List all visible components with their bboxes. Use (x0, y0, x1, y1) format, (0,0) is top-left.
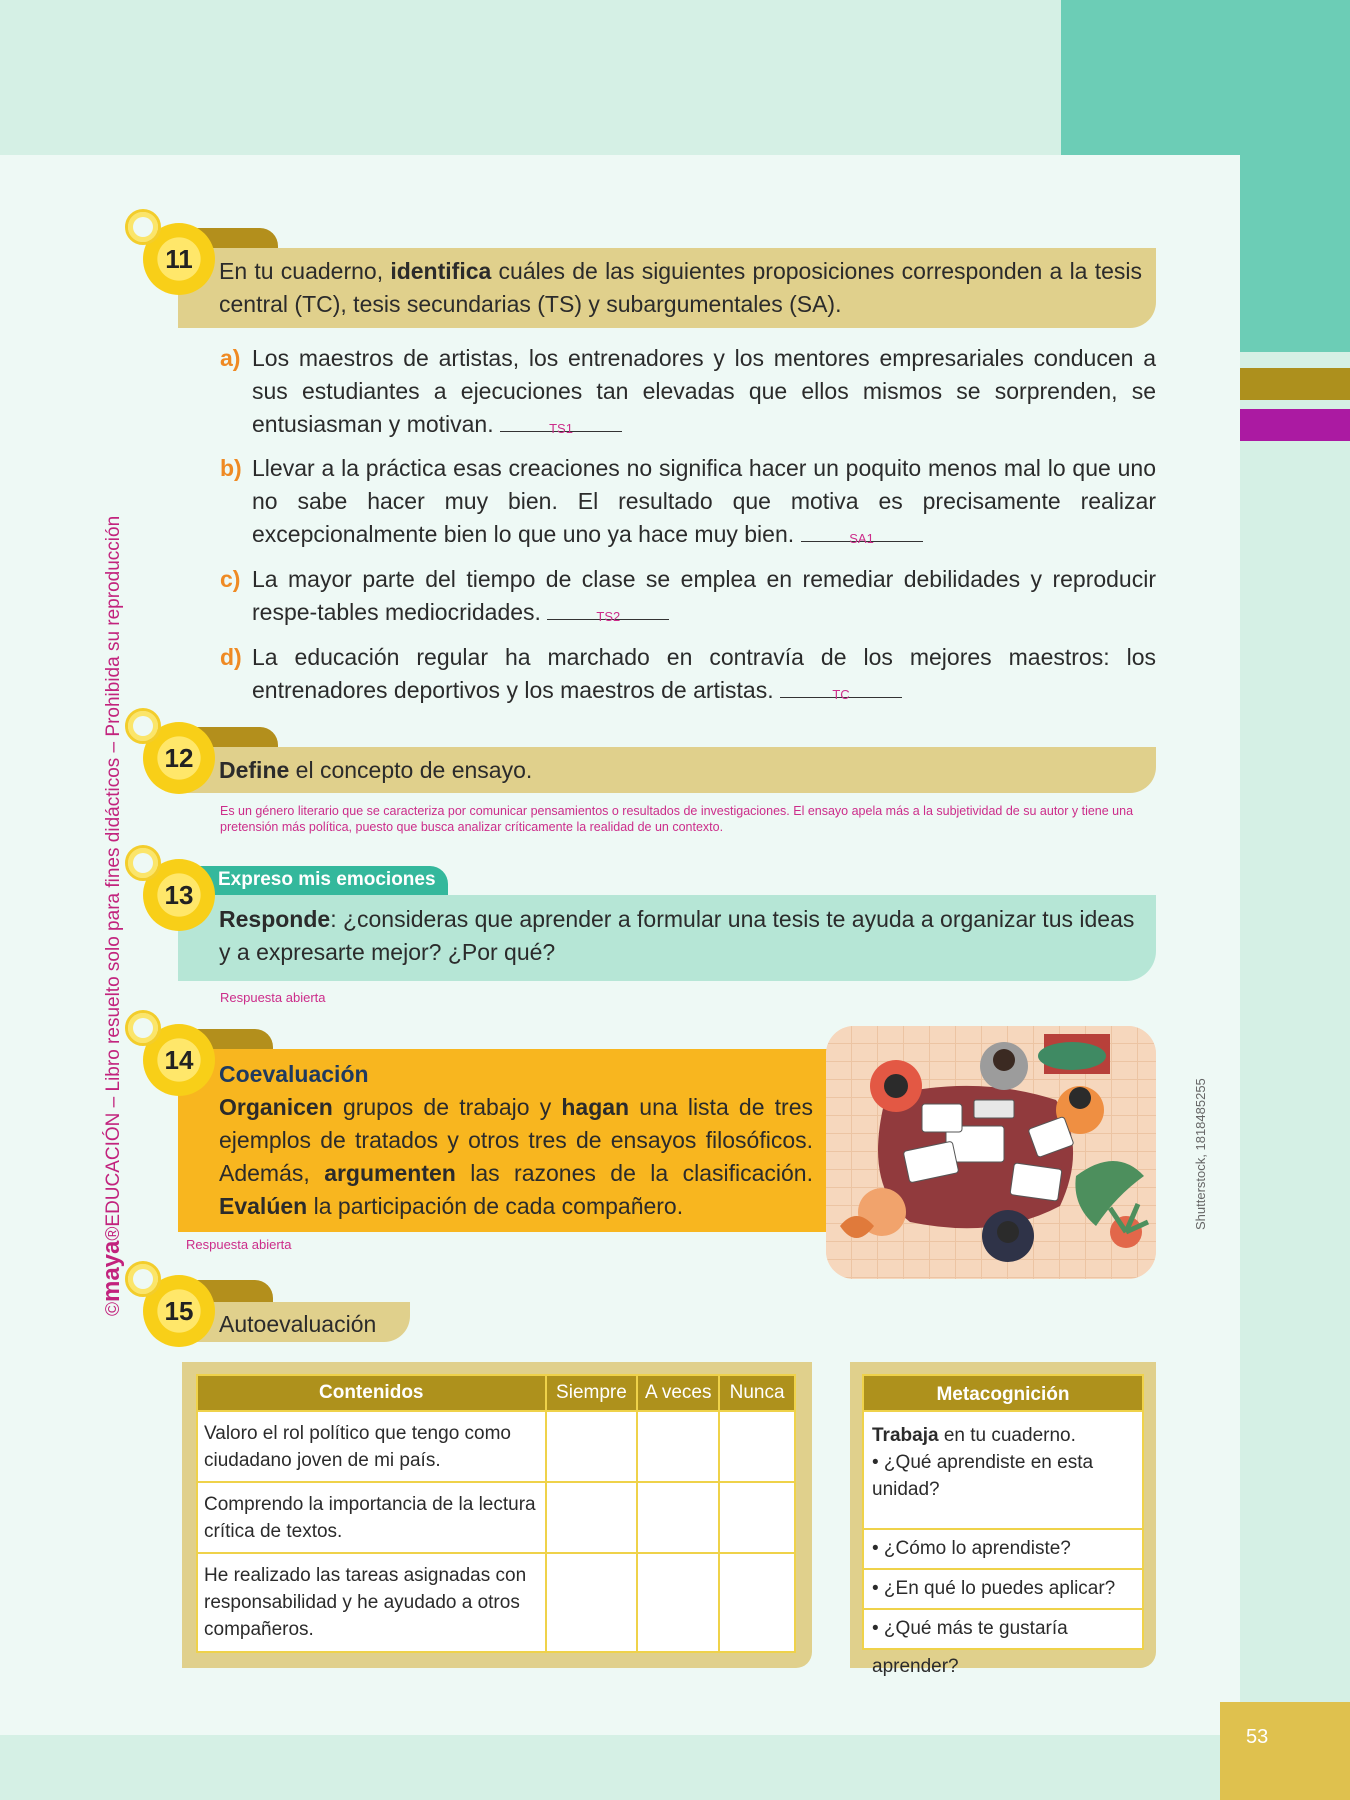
checkbox-cell-siempre[interactable] (546, 1553, 638, 1652)
metacognition-question: • ¿Qué aprendiste en esta unidad? (872, 1452, 1094, 1500)
q13-prompt: Responde: ¿consideras que aprender a formular una tesis te ayuda a organizar tus ideas y a expresarte mejor? ¿Por qué? (178, 895, 1156, 981)
metacognition-question: • ¿En qué lo puedes aplicar? (862, 1570, 1144, 1610)
magenta-tab-marker (1240, 409, 1350, 441)
checkbox-cell-nunca[interactable] (719, 1411, 795, 1482)
badge-swirl-icon (125, 708, 161, 744)
badge-swirl-icon (125, 1010, 161, 1046)
group-work-illustration (826, 1026, 1156, 1279)
checkbox-cell-a-veces[interactable] (637, 1553, 719, 1652)
image-credit: Shutterstock, 1818485255 (1193, 1078, 1208, 1230)
table-row (197, 1553, 795, 1652)
table-row (197, 1411, 795, 1482)
header-a-veces: A veces (637, 1375, 719, 1411)
q11-item-d: d) La educación regular ha marchado en contravía de los mejores maestros: los entrenadores deportivos y los maestros de artistas. TC (220, 644, 1156, 703)
q14-answer: Respuesta abierta (186, 1237, 292, 1252)
badge-swirl-icon (125, 845, 161, 881)
q11-item-c: c) La mayor parte del tiempo de clase se emplea en remediar debilidades y reproducir respe-tables mediocridades. TS2 (220, 566, 1156, 625)
q15-number-badge: 15 (143, 1275, 215, 1347)
answer-blank[interactable]: TS2 (547, 598, 669, 620)
checkbox-cell-siempre[interactable] (546, 1411, 638, 1482)
page-number: 53 (1220, 1702, 1350, 1800)
metacognition-panel (850, 1362, 1156, 1677)
q14-number-badge: 14 (143, 1024, 215, 1096)
table-cell-content: Comprendo la importancia de la lectura crítica de textos. (197, 1482, 546, 1553)
answer-blank[interactable]: SA1 (801, 520, 923, 542)
q12-number-badge: 12 (143, 722, 215, 794)
bottom-band (0, 1735, 1350, 1800)
header-nunca: Nunca (719, 1375, 795, 1411)
badge-swirl-icon (125, 209, 161, 245)
table-cell-content: Valoro el rol político que tengo como ciudadano joven de mi país. (197, 1411, 546, 1482)
checkbox-cell-a-veces[interactable] (637, 1411, 719, 1482)
q13-tab-label: Expreso mis emociones (190, 866, 448, 896)
self-evaluation-table (196, 1374, 796, 1653)
q14-text: Coevaluación Organicen grupos de trabajo y hagan una lista de tres ejemplos de tratados y otros tres de ensayos filosóficos. Además, argumenten las razones de la clasificación. Evalúen la participación de cada compañero. (219, 1058, 813, 1223)
q11-item-b: b) Llevar a la práctica esas creaciones no significa hacer un poquito menos mal lo que uno no sabe hacer muy bien. El resultado que motiva es precisamente realizar excepcionalmente bien lo que uno ya hace muy bien. SA1 (220, 455, 1156, 547)
q14-box (178, 1049, 838, 1232)
q11-item-a: a) Los maestros de artistas, los entrenadores y los mentores empresariales conducen a sus estudiantes a ejecuciones tan elevadas que ellos mismos se sorprenden, se entusiasman y motivan. TS1 (220, 345, 1156, 437)
olive-tab-marker (1240, 368, 1350, 400)
metacognition-instruction: Trabaja en tu cuaderno. (872, 1425, 1076, 1446)
metacognition-header: Metacognición (862, 1374, 1144, 1412)
answer-blank[interactable]: TC (780, 676, 902, 698)
checkbox-cell-nunca[interactable] (719, 1482, 795, 1553)
metacognition-question: • ¿Qué más te gustaría aprender? (862, 1610, 1144, 1650)
q13-answer: Respuesta abierta (220, 990, 326, 1005)
checkbox-cell-nunca[interactable] (719, 1553, 795, 1652)
metacognition-question: • ¿Cómo lo aprendiste? (862, 1530, 1144, 1570)
header-contenidos: Contenidos (197, 1375, 546, 1411)
q14-title: Coevaluación (219, 1061, 369, 1087)
brand-logo-text: maya (98, 1240, 125, 1302)
side-copyright-notice: ©maya®EDUCACIÓN – Libro resuelto solo para fines didácticos – Prohibida su reproducción (98, 515, 125, 1316)
answer-blank[interactable]: TS1 (500, 410, 622, 432)
q12-prompt: Define el concepto de ensayo. (178, 747, 1156, 793)
checkbox-cell-a-veces[interactable] (637, 1482, 719, 1553)
q15-title: Autoevaluación (178, 1302, 410, 1342)
table-row (197, 1482, 795, 1553)
table-cell-content: He realizado las tareas asignadas con responsabilidad y he ayudado a otros compañeros. (197, 1553, 546, 1652)
q12-answer: Es un género literario que se caracteriza por comunicar pensamientos o resultados de investigaciones. El ensayo apela más a la subjetividad de su autor y tiene una pretensión más política, puesto que busca analizar críticamente la realidad de un contexto. (220, 804, 1134, 834)
q11-prompt: En tu cuaderno, identifica cuáles de las siguientes proposiciones corresponden a la tesis central (TC), tesis secundarias (TS) y subargumentales (SA). (178, 248, 1156, 328)
q11-number-badge: 11 (143, 223, 215, 295)
checkbox-cell-siempre[interactable] (546, 1482, 638, 1553)
header-siempre: Siempre (546, 1375, 638, 1411)
q13-number-badge: 13 (143, 859, 215, 931)
metacognition-intro (862, 1412, 1144, 1530)
badge-swirl-icon (125, 1261, 161, 1297)
self-evaluation-panel (182, 1362, 812, 1668)
